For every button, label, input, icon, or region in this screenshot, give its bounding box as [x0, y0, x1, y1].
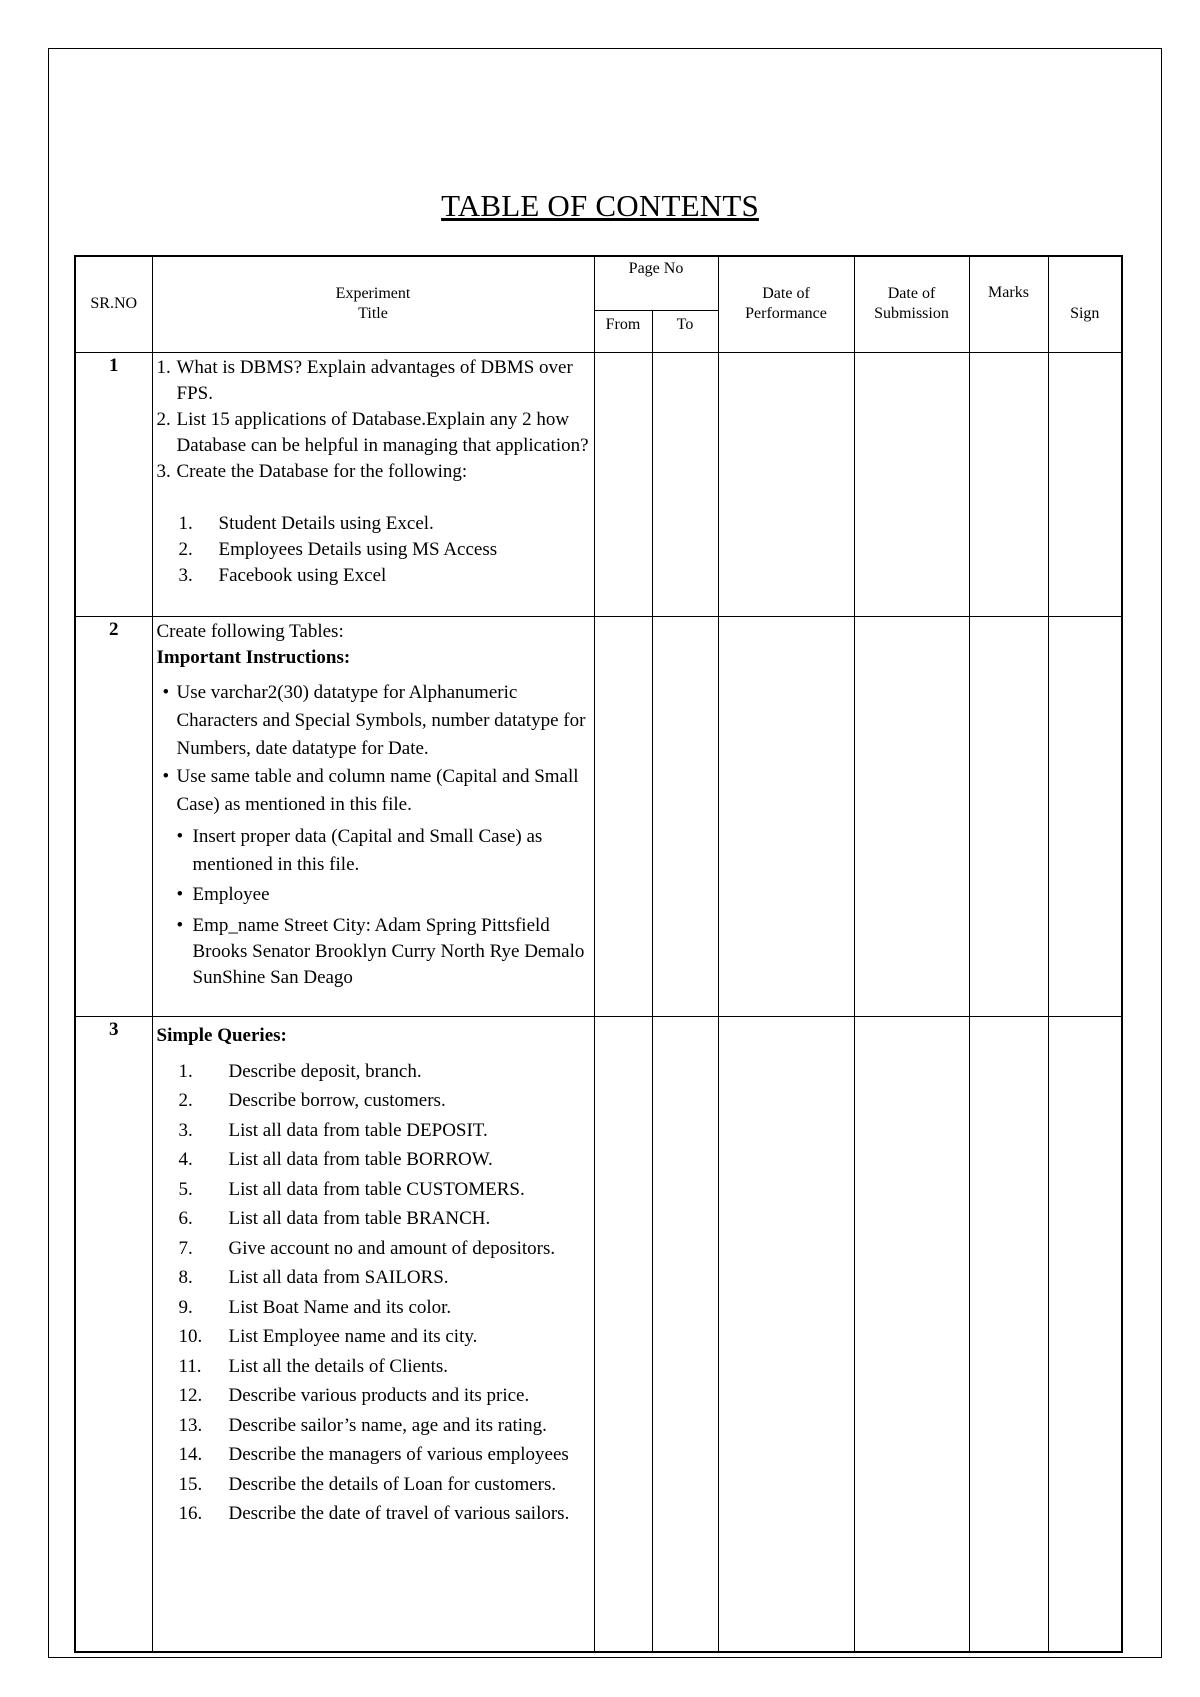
- row-from: [594, 352, 652, 616]
- row-sign: [1048, 352, 1122, 616]
- header-experiment: Experiment: [335, 285, 411, 303]
- row-sr-no: 2: [75, 616, 152, 1016]
- query-number: 11.: [178, 1355, 202, 1377]
- header-to: To: [652, 310, 718, 352]
- query-item: [157, 1234, 592, 1264]
- query-item: [157, 1116, 592, 1146]
- query-number: 5.: [178, 1178, 193, 1200]
- bullet-item: • Emp_name Street City: Adam Spring Pittsfield Brooks Senator Brooklyn Curry North Rye Demalo SunShine San Deago: [176, 914, 585, 988]
- header-marks: Marks: [969, 256, 1048, 352]
- row-instructions-heading: Important Instructions:: [156, 646, 351, 668]
- query-text: List all data from table DEPOSIT.: [228, 1119, 488, 1141]
- header-date-sub-2: Submission: [874, 305, 949, 323]
- query-item: [157, 1352, 592, 1382]
- row-date-submission: [854, 352, 969, 616]
- query-number: 4.: [178, 1149, 193, 1170]
- query-text: Describe borrow, customers.: [228, 1090, 446, 1111]
- query-text: List all data from table CUSTOMERS.: [228, 1178, 525, 1200]
- query-number: 1.: [178, 1060, 193, 1082]
- query-text: Describe deposit, branch.: [228, 1060, 422, 1082]
- row-title: [152, 1016, 594, 1652]
- query-number: 10.: [178, 1326, 203, 1347]
- bullet-item: • Insert proper data (Capital and Small Case) as mentioned in this file.: [176, 825, 543, 875]
- query-item: [157, 1293, 592, 1323]
- row-date-performance: [718, 352, 854, 616]
- bullet-item: • Use varchar2(30) datatype for Alphanumeric Characters and Special Symbols, number datatype for Numbers, date datatype for Date.: [162, 681, 586, 759]
- row-from: [594, 616, 652, 1016]
- query-number: 12.: [178, 1385, 203, 1406]
- query-number: 8.: [178, 1267, 193, 1288]
- table-row: [75, 616, 1122, 1016]
- sub-list-item: 3. Facebook using Excel: [178, 564, 387, 586]
- query-number: 9.: [178, 1296, 193, 1318]
- header-experiment-title: [152, 256, 594, 352]
- query-number: 13.: [178, 1414, 203, 1436]
- query-item: [157, 1470, 592, 1500]
- row-sign: [1048, 1016, 1122, 1652]
- row-to: [652, 352, 718, 616]
- query-number: 3.: [178, 1119, 193, 1141]
- query-number: 6.: [178, 1208, 193, 1229]
- header-date-perf-2: Performance: [745, 305, 827, 323]
- query-item: [157, 1057, 592, 1087]
- header-date-of-submission: [854, 256, 969, 352]
- query-text: List all data from table BRANCH.: [228, 1208, 491, 1229]
- list-item: 3. Create the Database for the following:: [156, 460, 468, 482]
- query-number: 2.: [178, 1090, 193, 1111]
- bullet-item: • Employee: [176, 883, 270, 905]
- row-to: [652, 616, 718, 1016]
- query-text: Give account no and amount of depositors.: [228, 1237, 556, 1259]
- header-date-perf-1: Date of: [762, 285, 810, 303]
- row-to: [652, 1016, 718, 1652]
- query-item: [157, 1440, 592, 1470]
- query-item: [157, 1204, 592, 1234]
- row-from: [594, 1016, 652, 1652]
- query-number: 7.: [178, 1237, 193, 1259]
- query-item: [157, 1145, 592, 1175]
- query-item: [157, 1263, 592, 1293]
- list-item: 1. What is DBMS? Explain advantages of DBMS over FPS.: [156, 356, 573, 404]
- query-item: [157, 1499, 592, 1529]
- query-text: Describe the details of Loan for customers.: [228, 1473, 557, 1495]
- table-row: [75, 352, 1122, 616]
- contents-table: [74, 255, 1123, 1653]
- row-sign: [1048, 616, 1122, 1016]
- header-date-sub-1: Date of: [887, 285, 936, 303]
- query-number: 14.: [178, 1444, 203, 1465]
- list-item: 2. List 15 applications of Database.Explain any 2 how Database can be helpful in managing that application?: [156, 408, 589, 456]
- query-item: [157, 1411, 592, 1441]
- header-page-no: Page No: [594, 256, 718, 310]
- sub-list-item: 1. Student Details using Excel.: [178, 512, 434, 534]
- query-text: Describe various products and its price.: [228, 1385, 530, 1406]
- queries-list: [157, 1057, 592, 1529]
- row-date-performance: [718, 1016, 854, 1652]
- bullet-item: • Use same table and column name (Capital and Small Case) as mentioned in this file.: [162, 765, 579, 815]
- row-title: [152, 616, 594, 1016]
- header-row: [75, 256, 1122, 310]
- page-title: TABLE OF CONTENTS: [441, 188, 759, 223]
- sub-list-item: 2. Employees Details using MS Access: [178, 538, 498, 560]
- row-sr-no: 1: [75, 352, 152, 616]
- query-text: List Boat Name and its color.: [228, 1296, 452, 1318]
- query-number: 15.: [178, 1473, 203, 1495]
- row-date-submission: [854, 1016, 969, 1652]
- query-text: Describe the date of travel of various sailors.: [228, 1503, 570, 1524]
- row-queries-heading: Simple Queries:: [156, 1024, 287, 1046]
- row-title: [152, 352, 594, 616]
- header-from: From: [594, 310, 652, 352]
- query-item: [157, 1175, 592, 1205]
- row-marks: [969, 616, 1048, 1016]
- header-date-of-performance: [718, 256, 854, 352]
- header-title: Title: [358, 305, 388, 323]
- header-sign: Sign: [1048, 256, 1122, 352]
- query-item: [157, 1381, 592, 1411]
- query-item: [157, 1322, 592, 1352]
- table-row: [75, 1016, 1122, 1652]
- header-sr-no: SR.NO: [75, 256, 152, 352]
- query-text: List all data from SAILORS.: [228, 1267, 449, 1288]
- query-text: List Employee name and its city.: [228, 1326, 478, 1347]
- query-number: 16.: [178, 1503, 203, 1524]
- query-text: List all data from table BORROW.: [228, 1149, 493, 1170]
- query-text: List all the details of Clients.: [228, 1355, 449, 1377]
- query-text: Describe sailor’s name, age and its rating.: [228, 1414, 547, 1436]
- query-item: [157, 1086, 592, 1116]
- row-marks: [969, 352, 1048, 616]
- row-date-performance: [718, 616, 854, 1016]
- query-text: Describe the managers of various employees: [228, 1444, 569, 1465]
- row-sr-no: 3: [75, 1016, 152, 1652]
- row-marks: [969, 1016, 1048, 1652]
- row-date-submission: [854, 616, 969, 1016]
- row-intro: Create following Tables:: [156, 620, 344, 642]
